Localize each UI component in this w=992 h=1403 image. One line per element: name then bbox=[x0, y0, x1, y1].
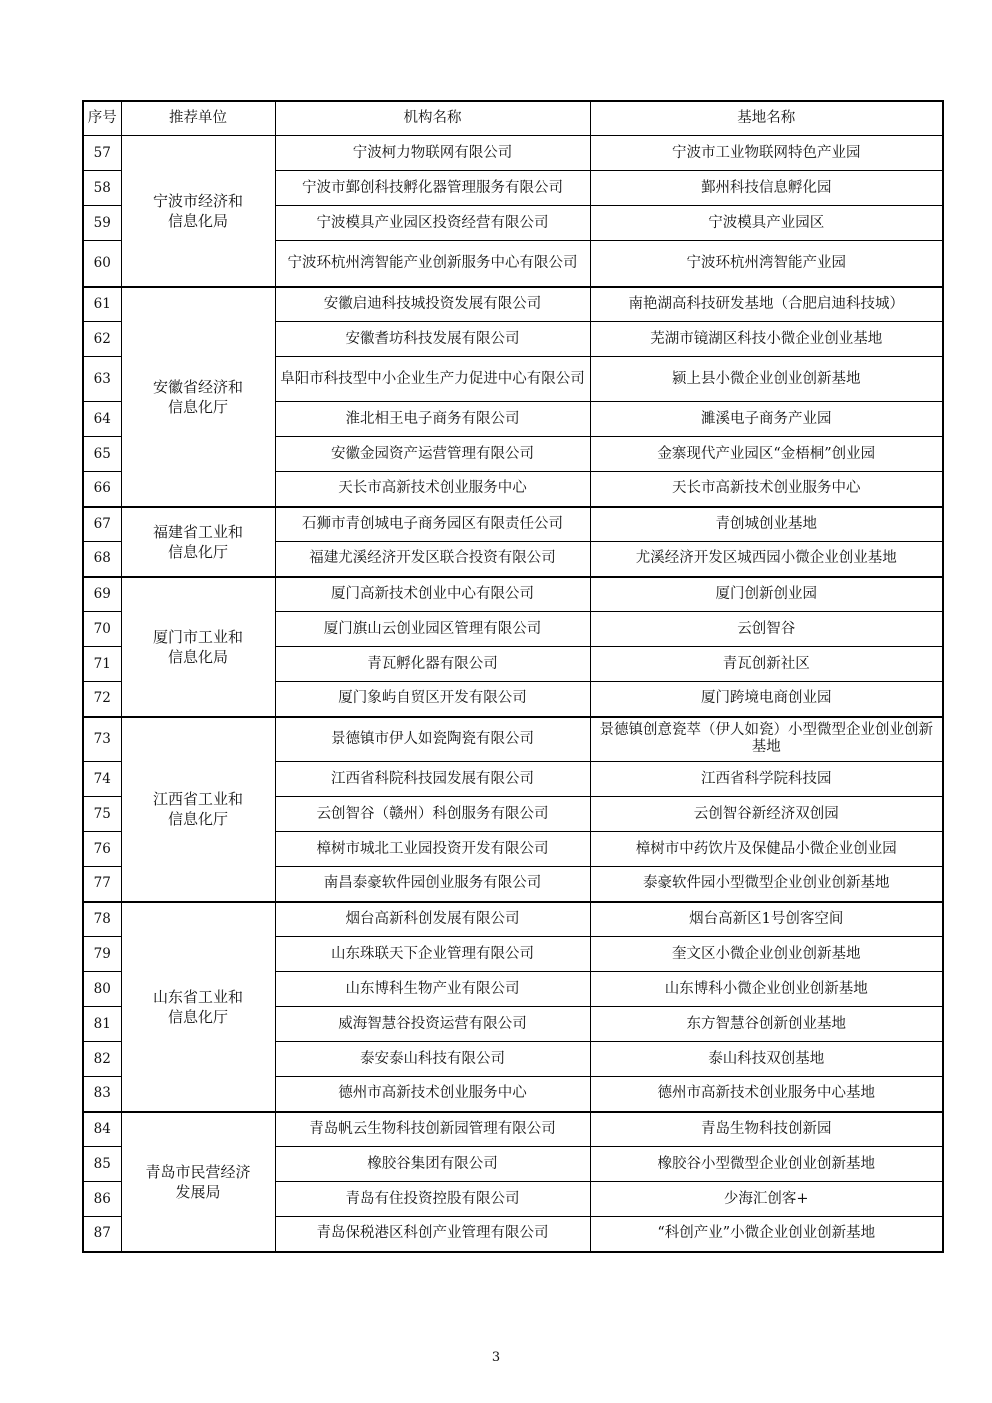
cell-serial-number: 64 bbox=[83, 402, 121, 437]
cell-base-name: 宁波市工业物联网特色产业园 bbox=[590, 136, 943, 171]
cell-base-name: 厦门创新创业园 bbox=[590, 577, 943, 612]
cell-serial-number: 60 bbox=[83, 241, 121, 287]
cell-organization-name: 厦门高新技术创业中心有限公司 bbox=[275, 577, 590, 612]
cell-serial-number: 74 bbox=[83, 762, 121, 797]
cell-organization-name: 南昌泰豪软件园创业服务有限公司 bbox=[275, 867, 590, 902]
table-row bbox=[83, 717, 943, 762]
cell-serial-number: 82 bbox=[83, 1042, 121, 1077]
cell-organization-name: 福建尤溪经济开发区联合投资有限公司 bbox=[275, 542, 590, 577]
cell-serial-number: 59 bbox=[83, 206, 121, 241]
cell-serial-number: 71 bbox=[83, 647, 121, 682]
cell-serial-number: 62 bbox=[83, 322, 121, 357]
cell-serial-number: 57 bbox=[83, 136, 121, 171]
table-row bbox=[83, 1112, 943, 1147]
cell-base-name: 泰豪软件园小型微型企业创业创新基地 bbox=[590, 867, 943, 902]
cell-base-name: 景德镇创意瓷萃（伊人如瓷）小型微型企业创业创新基地 bbox=[590, 717, 943, 762]
cell-serial-number: 79 bbox=[83, 937, 121, 972]
cell-serial-number: 68 bbox=[83, 542, 121, 577]
cell-organization-name: 青瓦孵化器有限公司 bbox=[275, 647, 590, 682]
table-row bbox=[83, 507, 943, 542]
cell-base-name: 云创智谷 bbox=[590, 612, 943, 647]
header-base-name: 基地名称 bbox=[590, 101, 943, 136]
cell-organization-name: 安徽启迪科技城投资发展有限公司 bbox=[275, 287, 590, 322]
cell-serial-number: 78 bbox=[83, 902, 121, 937]
table-row bbox=[83, 577, 943, 612]
cell-base-name: 宁波环杭州湾智能产业园 bbox=[590, 241, 943, 287]
unit-line: 福建省工业和 bbox=[152, 522, 243, 541]
cell-organization-name: 阜阳市科技型中小企业生产力促进中心有限公司 bbox=[275, 357, 590, 402]
header-organization-name: 机构名称 bbox=[275, 101, 590, 136]
cell-organization-name: 淮北相王电子商务有限公司 bbox=[275, 402, 590, 437]
cell-organization-name: 江西省科院科技园发展有限公司 bbox=[275, 762, 590, 797]
unit-line: 安徽省经济和 bbox=[152, 377, 243, 396]
cell-base-name: 青创城创业基地 bbox=[590, 507, 943, 542]
cell-organization-name: 安徽耆坊科技发展有限公司 bbox=[275, 322, 590, 357]
page-number: 3 bbox=[491, 1350, 501, 1365]
cell-base-name: 江西省科学院科技园 bbox=[590, 762, 943, 797]
unit-line: 江西省工业和 bbox=[152, 790, 243, 808]
cell-serial-number: 70 bbox=[83, 612, 121, 647]
cell-organization-name: 宁波市鄞创科技孵化器管理服务有限公司 bbox=[275, 171, 590, 206]
cell-base-name: 南艳湖高科技研发基地（合肥启迪科技城） bbox=[590, 287, 943, 322]
cell-base-name: 樟树市中药饮片及保健品小微企业创业园 bbox=[590, 832, 943, 867]
cell-organization-name: 青岛帆云生物科技创新园管理有限公司 bbox=[275, 1112, 590, 1147]
cell-base-name: 金寨现代产业园区“金梧桐”创业园 bbox=[590, 437, 943, 472]
cell-serial-number: 85 bbox=[83, 1147, 121, 1182]
cell-recommending-unit bbox=[121, 507, 275, 577]
unit-line: 信息化局 bbox=[167, 647, 228, 666]
cell-organization-name: 山东珠联天下企业管理有限公司 bbox=[275, 937, 590, 972]
cell-serial-number: 84 bbox=[83, 1112, 121, 1147]
cell-base-name: 宁波模具产业园区 bbox=[590, 206, 943, 241]
header-recommending-unit: 推荐单位 bbox=[121, 101, 275, 136]
cell-serial-number: 58 bbox=[83, 171, 121, 206]
cell-serial-number: 76 bbox=[83, 832, 121, 867]
cell-recommending-unit bbox=[121, 577, 275, 717]
unit-line: 信息化厅 bbox=[167, 1007, 228, 1026]
cell-organization-name: 景德镇市伊人如瓷陶瓷有限公司 bbox=[275, 717, 590, 762]
cell-organization-name: 烟台高新科创发展有限公司 bbox=[275, 902, 590, 937]
cell-serial-number: 81 bbox=[83, 1007, 121, 1042]
cell-base-name: 尤溪经济开发区城西园小微企业创业基地 bbox=[590, 542, 943, 577]
table-header-row bbox=[83, 101, 943, 136]
cell-organization-name: 山东博科生物产业有限公司 bbox=[275, 972, 590, 1007]
unit-line: 发展局 bbox=[175, 1182, 221, 1201]
cell-serial-number: 65 bbox=[83, 437, 121, 472]
cell-base-name: 奎文区小微企业创业创新基地 bbox=[590, 937, 943, 972]
cell-organization-name: 天长市高新技术创业服务中心 bbox=[275, 472, 590, 507]
cell-organization-name: 安徽金园资产运营管理有限公司 bbox=[275, 437, 590, 472]
cell-base-name: “科创产业”小微企业创业创新基地 bbox=[590, 1217, 943, 1252]
cell-organization-name: 云创智谷（赣州）科创服务有限公司 bbox=[275, 797, 590, 832]
cell-base-name: 橡胶谷小型微型企业创业创新基地 bbox=[590, 1147, 943, 1182]
cell-serial-number: 72 bbox=[83, 682, 121, 717]
header-serial-number: 序号 bbox=[83, 101, 121, 136]
table-row bbox=[83, 136, 943, 171]
cell-recommending-unit bbox=[121, 287, 275, 507]
table-row bbox=[83, 902, 943, 937]
cell-organization-name: 宁波环杭州湾智能产业创新服务中心有限公司 bbox=[275, 241, 590, 287]
unit-line: 山东省工业和 bbox=[152, 987, 243, 1006]
cell-recommending-unit bbox=[121, 902, 275, 1112]
cell-base-name: 山东博科小微企业创业创新基地 bbox=[590, 972, 943, 1007]
cell-organization-name: 樟树市城北工业园投资开发有限公司 bbox=[275, 832, 590, 867]
cell-recommending-unit bbox=[121, 717, 275, 902]
cell-organization-name: 泰安泰山科技有限公司 bbox=[275, 1042, 590, 1077]
cell-serial-number: 77 bbox=[83, 867, 121, 902]
cell-serial-number: 63 bbox=[83, 357, 121, 402]
cell-base-name: 芜湖市镜湖区科技小微企业创业基地 bbox=[590, 322, 943, 357]
cell-base-name: 少海汇创客+ bbox=[590, 1182, 943, 1217]
cell-base-name: 德州市高新技术创业服务中心基地 bbox=[590, 1077, 943, 1112]
cell-serial-number: 87 bbox=[83, 1217, 121, 1252]
unit-line: 信息化厅 bbox=[167, 397, 228, 416]
cell-serial-number: 73 bbox=[83, 717, 121, 762]
unit-line: 信息化厅 bbox=[167, 542, 228, 561]
cell-organization-name: 威海智慧谷投资运营有限公司 bbox=[275, 1007, 590, 1042]
cell-organization-name: 橡胶谷集团有限公司 bbox=[275, 1147, 590, 1182]
base-list-table bbox=[82, 100, 944, 1253]
table-row bbox=[83, 287, 943, 322]
cell-serial-number: 80 bbox=[83, 972, 121, 1007]
cell-serial-number: 67 bbox=[83, 507, 121, 542]
cell-base-name: 云创智谷新经济双创园 bbox=[590, 797, 943, 832]
cell-organization-name: 宁波柯力物联网有限公司 bbox=[275, 136, 590, 171]
cell-serial-number: 86 bbox=[83, 1182, 121, 1217]
unit-line: 青岛市民营经济 bbox=[145, 1162, 251, 1181]
cell-organization-name: 宁波模具产业园区投资经营有限公司 bbox=[275, 206, 590, 241]
cell-serial-number: 83 bbox=[83, 1077, 121, 1112]
cell-organization-name: 厦门旗山云创业园区管理有限公司 bbox=[275, 612, 590, 647]
cell-base-name: 鄞州科技信息孵化园 bbox=[590, 171, 943, 206]
cell-organization-name: 德州市高新技术创业服务中心 bbox=[275, 1077, 590, 1112]
unit-line: 信息化局 bbox=[167, 211, 228, 230]
cell-organization-name: 青岛保税港区科创产业管理有限公司 bbox=[275, 1217, 590, 1252]
cell-serial-number: 66 bbox=[83, 472, 121, 507]
cell-serial-number: 61 bbox=[83, 287, 121, 322]
cell-recommending-unit bbox=[121, 1112, 275, 1252]
unit-line: 厦门市工业和 bbox=[152, 627, 243, 646]
table-body bbox=[83, 136, 943, 1252]
cell-base-name: 泰山科技双创基地 bbox=[590, 1042, 943, 1077]
cell-organization-name: 石狮市青创城电子商务园区有限责任公司 bbox=[275, 507, 590, 542]
cell-serial-number: 75 bbox=[83, 797, 121, 832]
cell-base-name: 厦门跨境电商创业园 bbox=[590, 682, 943, 717]
cell-organization-name: 厦门象屿自贸区开发有限公司 bbox=[275, 682, 590, 717]
cell-base-name: 青瓦创新社区 bbox=[590, 647, 943, 682]
unit-line: 宁波市经济和 bbox=[152, 191, 243, 210]
cell-base-name: 颍上县小微企业创业创新基地 bbox=[590, 357, 943, 402]
cell-base-name: 青岛生物科技创新园 bbox=[590, 1112, 943, 1147]
cell-base-name: 濉溪电子商务产业园 bbox=[590, 402, 943, 437]
unit-line: 信息化厅 bbox=[167, 810, 228, 828]
cell-recommending-unit bbox=[121, 136, 275, 287]
cell-base-name: 天长市高新技术创业服务中心 bbox=[590, 472, 943, 507]
cell-base-name: 烟台高新区1号创客空间 bbox=[590, 902, 943, 937]
cell-serial-number: 69 bbox=[83, 577, 121, 612]
cell-base-name: 东方智慧谷创新创业基地 bbox=[590, 1007, 943, 1042]
cell-organization-name: 青岛有住投资控股有限公司 bbox=[275, 1182, 590, 1217]
